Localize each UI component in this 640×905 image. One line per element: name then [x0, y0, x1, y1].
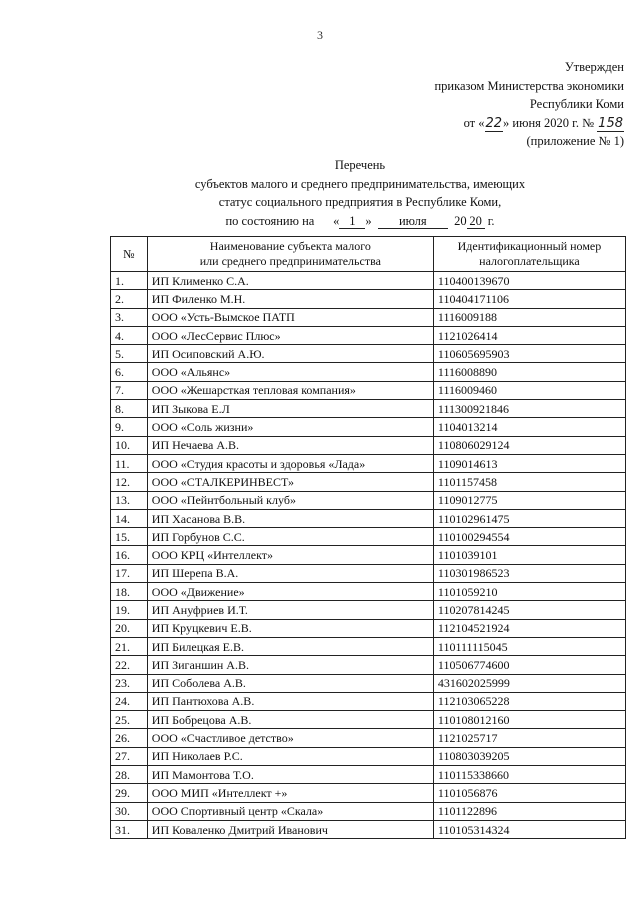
table-row [111, 784, 626, 802]
row-inn: 1109014613 [433, 454, 625, 472]
row-inn: 112104521924 [433, 619, 625, 637]
as-of-open-quote: « [333, 213, 340, 228]
row-number: 20. [111, 619, 148, 637]
row-number: 21. [111, 637, 148, 655]
table-row [111, 820, 626, 838]
approval-republic: Республики Коми [529, 97, 624, 111]
row-number: 27. [111, 747, 148, 765]
row-entity-name: ИП Горбунов С.С. [147, 528, 433, 546]
approval-block [434, 58, 624, 151]
approval-date-line [434, 114, 624, 133]
row-number: 18. [111, 583, 148, 601]
row-number: 23. [111, 674, 148, 692]
as-of-year-suffix: 20 [467, 215, 485, 229]
row-entity-name: ИП Зиганшин А.В. [147, 656, 433, 674]
row-number: 28. [111, 766, 148, 784]
row-entity-name: ИП Коваленко Дмитрий Иванович [147, 820, 433, 838]
row-entity-name: ООО «СТАЛКЕРИНВЕСТ» [147, 473, 433, 491]
row-number: 10. [111, 436, 148, 454]
row-inn: 110803039205 [433, 747, 625, 765]
row-inn: 1121025717 [433, 729, 625, 747]
table-row [111, 711, 626, 729]
table-row [111, 674, 626, 692]
row-entity-name: ИП Филенко М.Н. [147, 290, 433, 308]
table-row [111, 637, 626, 655]
table-header-row [111, 237, 626, 272]
row-number: 13. [111, 491, 148, 509]
approval-order-number: 158 [598, 115, 623, 131]
table-row [111, 418, 626, 436]
row-inn: 110404171106 [433, 290, 625, 308]
row-number: 29. [111, 784, 148, 802]
row-number: 31. [111, 820, 148, 838]
row-inn: 110108012160 [433, 711, 625, 729]
row-inn: 110301986523 [433, 564, 625, 582]
row-number: 14. [111, 509, 148, 527]
header-number: № [111, 237, 148, 272]
approval-date-prefix: от « [463, 115, 485, 130]
page-number: 3 [317, 28, 323, 42]
table-row [111, 729, 626, 747]
row-entity-name: ИП Мамонтова Т.О. [147, 766, 433, 784]
row-number: 16. [111, 546, 148, 564]
row-number: 4. [111, 326, 148, 344]
header-inn-line2: налогоплательщика [479, 254, 580, 268]
row-inn: 110105314324 [433, 820, 625, 838]
as-of-month: июля [378, 215, 448, 229]
row-inn: 431602025999 [433, 674, 625, 692]
row-entity-name: ИП Бобрецова А.В. [147, 711, 433, 729]
header-inn [433, 237, 625, 272]
row-entity-name: ИП Круцкевич Е.В. [147, 619, 433, 637]
row-inn: 110506774600 [433, 656, 625, 674]
row-entity-name: ИП Осиповский А.Ю. [147, 345, 433, 363]
table-row [111, 308, 626, 326]
row-inn: 1121026414 [433, 326, 625, 344]
table-row [111, 619, 626, 637]
table-row [111, 509, 626, 527]
row-inn: 1116008890 [433, 363, 625, 381]
as-of-prefix: по состоянию на [225, 213, 315, 228]
table-row [111, 473, 626, 491]
table-row [111, 583, 626, 601]
table-row [111, 381, 626, 399]
row-inn: 1116009188 [433, 308, 625, 326]
row-inn: 1101157458 [433, 473, 625, 491]
row-inn: 111300921846 [433, 400, 625, 418]
row-entity-name: ООО «Альянс» [147, 363, 433, 381]
row-number: 12. [111, 473, 148, 491]
approval-ministry: приказом Министерства экономики [434, 78, 624, 93]
row-entity-name: ООО МИП «Интеллект +» [147, 784, 433, 802]
title-status: статус социального предприятия в Республике Коми, [218, 195, 502, 209]
header-name-line1: Наименование субъекта малого [209, 239, 371, 253]
row-number: 30. [111, 802, 148, 820]
row-entity-name: ООО «Студия красоты и здоровья «Лада» [147, 454, 433, 472]
row-inn: 110806029124 [433, 436, 625, 454]
row-inn: 110207814245 [433, 601, 625, 619]
row-number: 9. [111, 418, 148, 436]
row-entity-name: ООО «Пейнтбольный клуб» [147, 491, 433, 509]
table-row [111, 601, 626, 619]
title-subjects: субъектов малого и среднего предпринимательства, имеющих [194, 176, 526, 191]
table-row [111, 802, 626, 820]
row-number: 1. [111, 272, 148, 290]
row-entity-name: ИП Клименко С.А. [147, 272, 433, 290]
table-row [111, 692, 626, 710]
row-inn: 1101122896 [433, 802, 625, 820]
registry-table [110, 236, 626, 839]
table-row [111, 345, 626, 363]
row-entity-name: ИП Ануфриев И.Т. [147, 601, 433, 619]
table-row [111, 290, 626, 308]
row-inn: 1101056876 [433, 784, 625, 802]
table-row [111, 766, 626, 784]
table-row [111, 546, 626, 564]
row-entity-name: ИП Пантюхова А.В. [147, 692, 433, 710]
row-inn: 112103065228 [433, 692, 625, 710]
row-number: 7. [111, 381, 148, 399]
table-row [111, 454, 626, 472]
row-entity-name: ООО «Усть-Вымское ПАТП [147, 308, 433, 326]
row-entity-name: ИП Хасанова В.В. [147, 509, 433, 527]
row-entity-name: ООО «Соль жизни» [147, 418, 433, 436]
approval-heading: Утвержден [564, 60, 624, 74]
table-row [111, 656, 626, 674]
row-inn: 110100294554 [433, 528, 625, 546]
table-row [111, 747, 626, 765]
table-row [111, 272, 626, 290]
header-name-line2: или среднего предпринимательства [199, 254, 381, 268]
row-number: 6. [111, 363, 148, 381]
table-row [111, 363, 626, 381]
row-entity-name: ООО «Счастливое детство» [147, 729, 433, 747]
row-number: 15. [111, 528, 148, 546]
row-entity-name: ИП Николаев Р.С. [147, 747, 433, 765]
row-number: 26. [111, 729, 148, 747]
document-title [150, 156, 570, 230]
row-inn: 1116009460 [433, 381, 625, 399]
row-inn: 1104013214 [433, 418, 625, 436]
header-name [147, 237, 433, 272]
row-entity-name: ООО «Движение» [147, 583, 433, 601]
row-number: 25. [111, 711, 148, 729]
row-number: 24. [111, 692, 148, 710]
as-of-close-quote: » [365, 213, 372, 228]
approval-date-day: 22 [485, 115, 503, 131]
title-heading: Перечень [334, 158, 386, 172]
table-row [111, 564, 626, 582]
row-inn: 110102961475 [433, 509, 625, 527]
row-inn: 110605695903 [433, 345, 625, 363]
row-inn: 110400139670 [433, 272, 625, 290]
row-entity-name: ИП Билецкая Е.В. [147, 637, 433, 655]
row-entity-name: ИП Зыкова Е.Л [147, 400, 433, 418]
row-inn: 110115338660 [433, 766, 625, 784]
title-as-of [150, 212, 570, 231]
row-number: 8. [111, 400, 148, 418]
row-entity-name: ИП Шерепа В.А. [147, 564, 433, 582]
row-inn: 1101039101 [433, 546, 625, 564]
approval-date-mid: » июня 2020 г. № [503, 115, 595, 130]
row-entity-name: ООО Спортивный центр «Скала» [147, 802, 433, 820]
as-of-year-prefix: 20 [454, 213, 467, 228]
row-number: 3. [111, 308, 148, 326]
table-row [111, 326, 626, 344]
row-entity-name: ИП Нечаева А.В. [147, 436, 433, 454]
row-entity-name: ООО КРЦ «Интеллект» [147, 546, 433, 564]
row-inn: 110111115045 [433, 637, 625, 655]
row-number: 11. [111, 454, 148, 472]
header-inn-line1: Идентификационный номер [457, 239, 602, 253]
row-entity-name: ИП Соболева А.В. [147, 674, 433, 692]
approval-appendix: (приложение № 1) [526, 134, 624, 148]
as-of-day: 1 [339, 215, 365, 229]
row-number: 22. [111, 656, 148, 674]
row-number: 19. [111, 601, 148, 619]
table-row [111, 491, 626, 509]
row-inn: 1101059210 [433, 583, 625, 601]
row-number: 17. [111, 564, 148, 582]
row-number: 5. [111, 345, 148, 363]
row-entity-name: ООО «Жешарсткая тепловая компания» [147, 381, 433, 399]
row-entity-name: ООО «ЛесСервис Плюс» [147, 326, 433, 344]
as-of-year-unit: г. [487, 213, 495, 228]
row-number: 2. [111, 290, 148, 308]
table-row [111, 528, 626, 546]
table-row [111, 400, 626, 418]
table-row [111, 436, 626, 454]
row-inn: 1109012775 [433, 491, 625, 509]
